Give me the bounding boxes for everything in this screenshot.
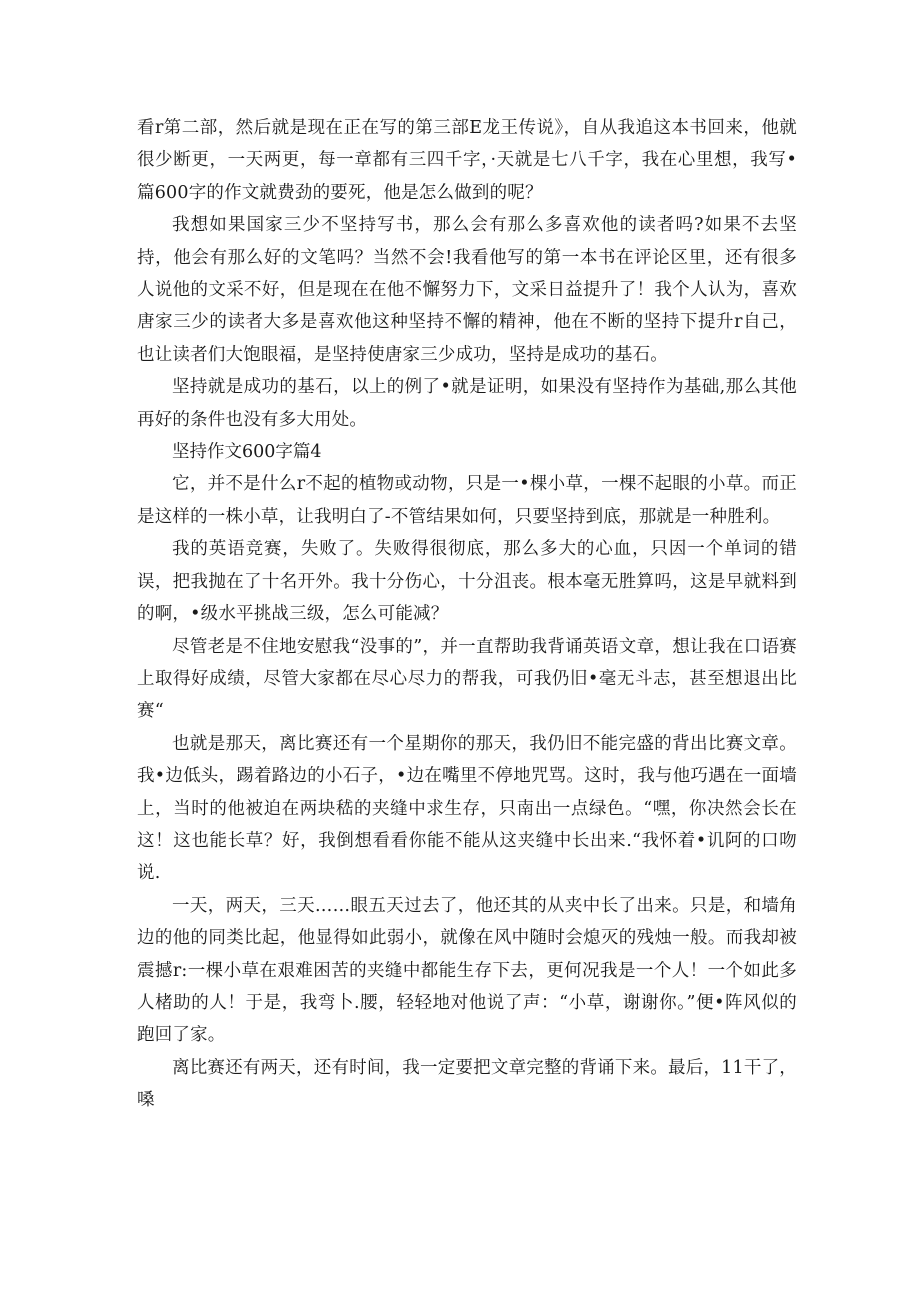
paragraph-3: 坚持就是成功的基石，以上的例了•就是证明，如果没有坚持作为基础,那么其他再好的条件也没有多大用处。 bbox=[137, 377, 797, 430]
paragraph-8: 一天，两天，三天……眼五天过去了，他还其的从夹中长了出来。只是，和墙角边的他的同类比起，他显得如此弱小，就像在风中随时会熄灭的残烛一般。而我却被震撼r:一棵小草在艰难困苦的夹缝中都能生存下去，更何况我是一个人！一个如此多人楮助的人！于是，我弯卜.腰，轻轻地对他说了声：“小草，谢谢你。”便•阵风似的跑回了家。 bbox=[137, 895, 797, 1046]
paragraph-1: 看r第二部，然后就是现在正在写的第三部E龙王传说》，自从我追这本书回来，他就很少断更，一天两更，每一章都有三四千字，·天就是七八千字，我在心里想，我写•篇600字的作文就费劲的要死，他是怎么做到的呢？ bbox=[137, 118, 797, 203]
paragraph-6: 尽管老是不住地安慰我“没事的”，并一直帮助我背诵英语文章，想让我在口语赛上取得好成绩，尽管大家都在尽心尽力的帮我，可我仍旧•毫无斗志，甚至想退出比赛“ bbox=[137, 636, 797, 722]
section-heading: 坚持作文600字篇4 bbox=[172, 442, 322, 463]
paragraph-7: 也就是那天，离比赛还有一个星期你的那天，我仍旧不能完盛的背出比赛文章。我•边低头，踢着路边的小石子，•边在嘴里不停地咒骂。这时，我与他巧遇在一面墙上，当时的他被迫在两块嵇的夹缝中求生存，只南出一点绿色。“嘿，你决然会长在这！这也能长草？好，我倒想看看你能不能从这夹缝中长出来.“我怀着•讥阿的口吻说. bbox=[137, 733, 797, 884]
paragraph-5: 我的英语竞赛，失败了。失败得很彻底，那么多大的心血，只因一个单词的错误，把我抛在了十名开外。我十分伤心，十分沮丧。根本毫无胜算吗，这是早就料到的啊，•级水平挑战三级，怎么可能减？ bbox=[137, 539, 797, 625]
paragraph-2: 我想如果国家三少不坚持写书，那么会有那么多喜欢他的读者吗?如果不去坚持，他会有那么好的文笔吗？当然不会!我看他写的第一本书在评论区里，还有很多人说他的文采不好，但是现在在他不懈努力下，文采日益提升了！我个人认为，喜欢唐家三少的读者大多是喜欢他这种坚持不懈的精神，他在不断的坚持下提升r自己，也让读者们大饱眼福，是坚持使唐家三少成功，坚持是成功的基石。 bbox=[137, 215, 797, 365]
document-page bbox=[137, 112, 797, 1117]
paragraph-9: 离比赛还有两天，还有时间，我一定要把文章完整的背诵下来。最后，11干了，嗓 bbox=[137, 1057, 797, 1111]
paragraph-4: 它，并不是什么r不起的植物或动物，只是一•棵小草，一棵不起眼的小草。而正是这样的一株小草，让我明白了-不管结果如何，只要坚持到底，那就是一种胜利。 bbox=[137, 474, 797, 527]
